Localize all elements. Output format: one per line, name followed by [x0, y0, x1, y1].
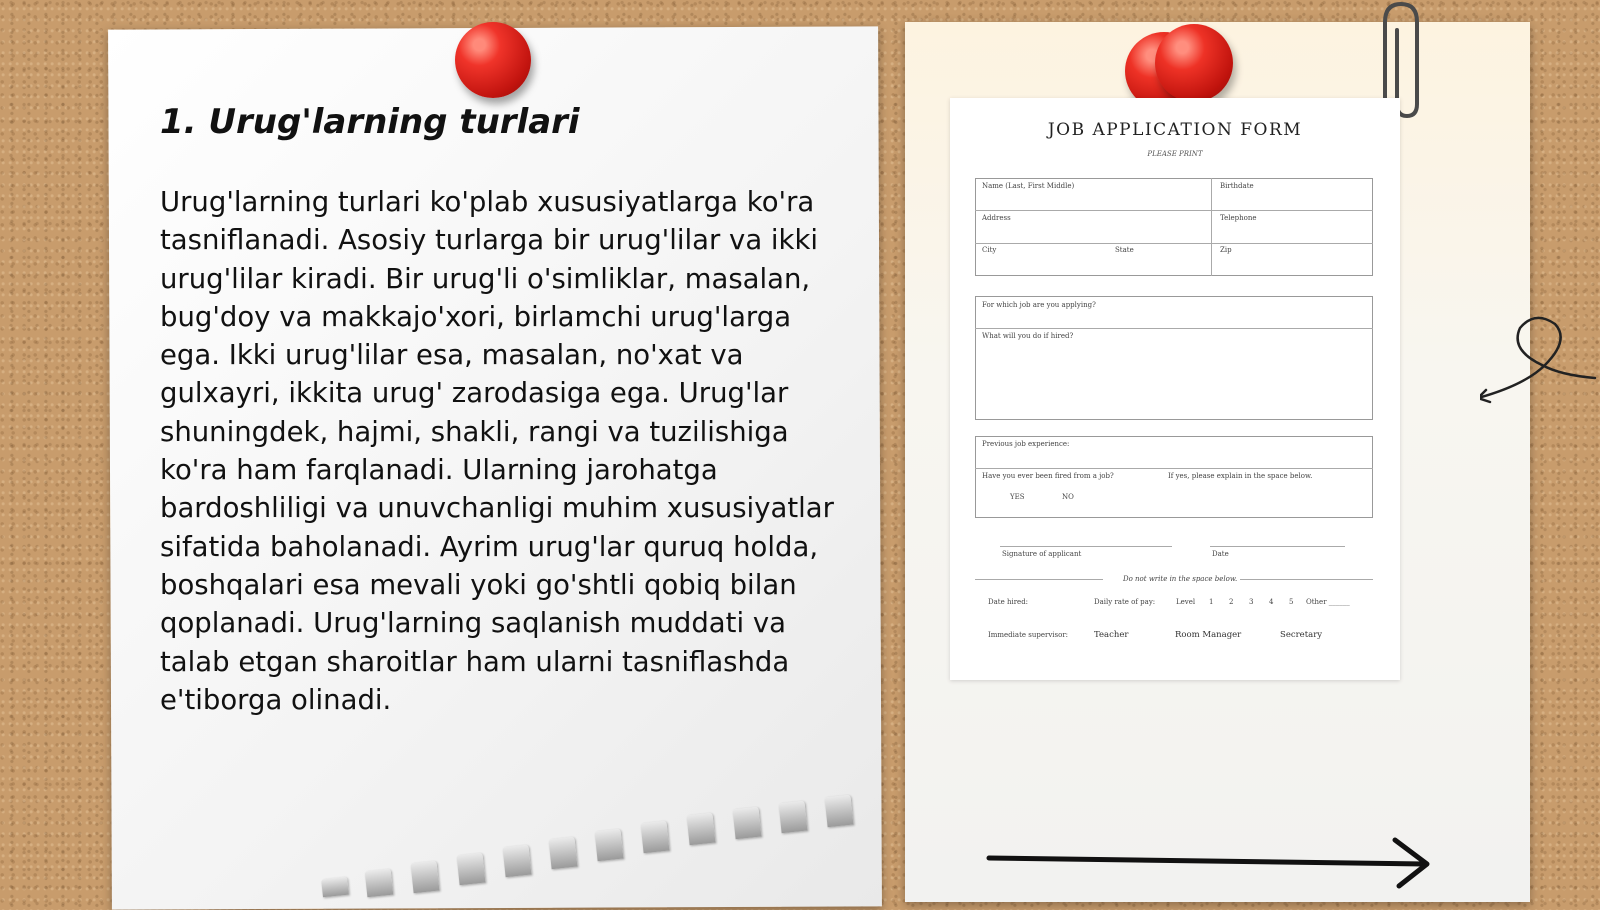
loop-arrow-doodle: [1480, 310, 1600, 410]
experience-label: Previous job experience:: [982, 440, 1070, 448]
role-room-manager: Room Manager: [1175, 630, 1242, 640]
name-label: Name (Last, First Middle): [982, 182, 1075, 190]
telephone-label: Telephone: [1220, 214, 1257, 222]
push-pin-icon: [1155, 24, 1233, 102]
arrow-right-icon: [985, 830, 1445, 890]
zip-label: Zip: [1220, 246, 1232, 254]
spiral-binding-edge: [300, 820, 880, 900]
level-label: Level: [1176, 598, 1196, 606]
level-3: 3: [1249, 598, 1254, 606]
address-label: Address: [982, 214, 1011, 222]
date-hired-label: Date hired:: [988, 598, 1029, 606]
role-secretary: Secretary: [1280, 630, 1323, 640]
no-label: NO: [1062, 493, 1074, 501]
supervisor-label: Immediate supervisor:: [988, 631, 1069, 639]
state-label: State: [1115, 246, 1134, 254]
city-label: City: [982, 246, 997, 254]
form-subtitle: PLEASE PRINT: [1147, 150, 1203, 158]
signature-label: Signature of applicant: [1002, 550, 1082, 558]
date-label: Date: [1212, 550, 1229, 558]
personal-info-box: [975, 178, 1373, 276]
note-title: 1. Urug'larning turlari: [160, 102, 580, 142]
level-5: 5: [1289, 598, 1294, 606]
explain-label: If yes, please explain in the space below.: [1168, 472, 1313, 480]
push-pin-icon: [455, 22, 531, 98]
other-label: Other ______: [1306, 598, 1350, 606]
do-not-write-label: Do not write in the space below.: [1123, 575, 1238, 583]
daily-rate-label: Daily rate of pay:: [1094, 598, 1156, 606]
level-2: 2: [1229, 598, 1234, 606]
level-4: 4: [1269, 598, 1274, 606]
job-info-box: [975, 296, 1373, 420]
job-application-form: [950, 98, 1400, 680]
note-paragraph: Urug'larning turlari ko'plab xususiyatlarga ko'ra tasniflanadi. Asosiy turlarga bir urug'lilar va ikki urug'lilar kiradi. Bir urug'li o'simliklar, masalan, bug'doy va makkajo'xori, birlamchi urug'larga ega. Ikki urug'lilar esa, masalan, no'xat va gulxayri, ikkita urug' zarodasiga ega. Urug'lar shuningdek, hajmi, shakli, rangi va tuzilishiga ko'ra ham farqlanadi. Ularning jarohatga bardoshliligi va unuvchanligi muhim xususiyatlar sifatida baholanadi. Ayrim urug'lar quruq holda, boshqalari esa mevali yoki go'shtli qobiq bilan qoplanadi. Urug'larning saqlanish muddati va talab etgan sharoitlar ham ularni tasniflashda e'tiborga olinadi.: [160, 186, 834, 716]
level-1: 1: [1209, 598, 1214, 606]
fired-label: Have you ever been fired from a job?: [982, 472, 1114, 480]
yes-label: YES: [1010, 493, 1025, 501]
form-title: JOB APPLICATION FORM: [1047, 120, 1303, 140]
role-teacher: Teacher: [1094, 630, 1129, 640]
job-label: For which job are you applying?: [982, 301, 1096, 309]
birthdate-label: Birthdate: [1220, 182, 1254, 190]
hired-label: What will you do if hired?: [982, 332, 1074, 340]
